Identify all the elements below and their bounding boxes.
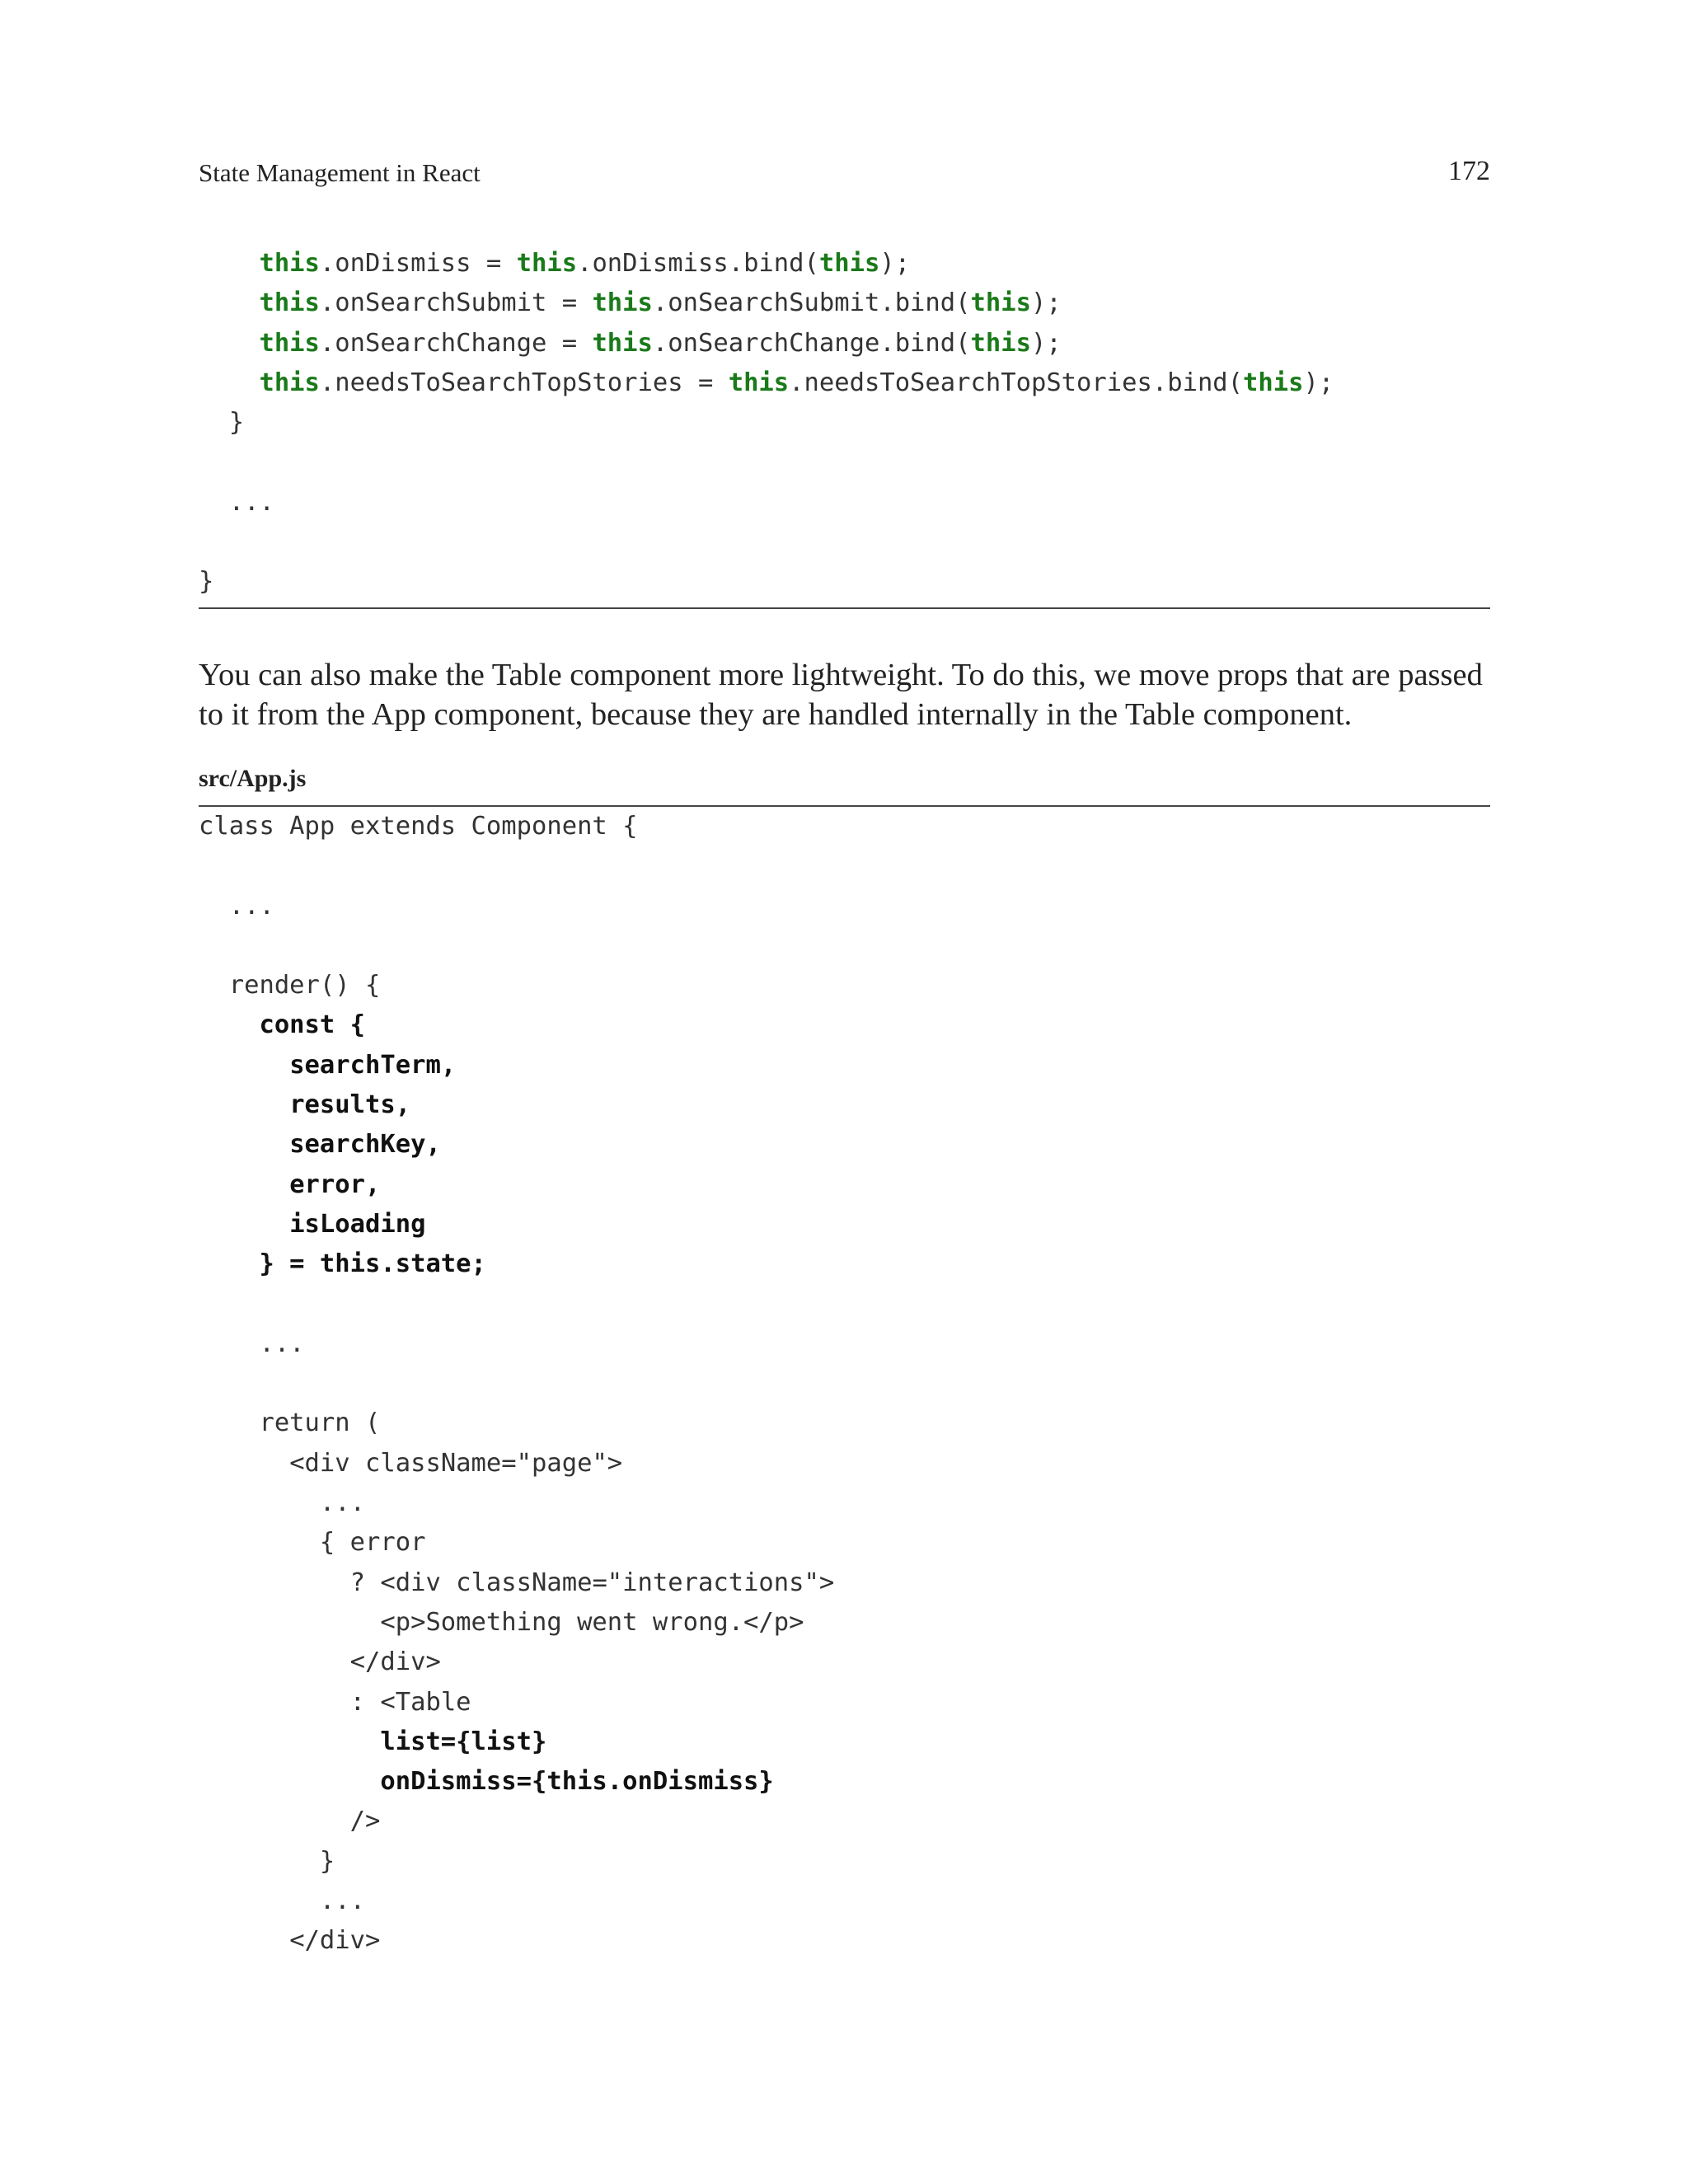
code-text: } [199,567,214,597]
code-indent [199,1886,320,1915]
code-indent [199,1090,289,1119]
code-text: ); [879,249,911,278]
code-indent [199,408,229,437]
body-paragraph: You can also make the Table component more lightweight. To do this, we move props that are passed to it from the App component, because they are handled internally in the Table component. [199,658,1483,732]
code-line [199,1683,834,1722]
code-indent [199,1807,350,1835]
listing-filename: src/App.js [199,765,307,792]
code-text: </div> [289,1926,381,1956]
code-indent [199,1449,289,1478]
code-highlight: isLoading [289,1209,426,1239]
code-line [199,244,1334,284]
code-line [199,1722,834,1762]
chapter-title: State Management in React [199,158,481,187]
code-text: .needsToSearchTopStories = [319,368,729,397]
code-block-continued [199,244,1334,602]
code-listing-app-js [199,807,834,1961]
code-text: ); [1030,288,1062,318]
code-text: /> [349,1807,381,1836]
code-line [199,1523,834,1563]
code-text: } [319,1846,335,1876]
code-line [199,1603,834,1643]
code-keyword: this [259,249,320,278]
code-line [199,1285,834,1324]
code-line [199,324,1334,363]
page-number: 172 [1448,156,1490,186]
code-keyword: this [818,249,880,278]
code-text: .onSearchSubmit = [319,288,593,318]
code-text: ); [1303,368,1334,397]
code-text: ); [1030,328,1062,358]
code-text: <div className="page"> [289,1448,623,1478]
code-text: render() { [228,971,381,1001]
code-indent [199,368,259,397]
code-line [199,1364,834,1404]
code-line [199,1563,834,1603]
code-line [199,1802,834,1841]
code-text: .onSearchChange = [319,328,593,358]
code-indent [199,1408,259,1437]
code-line [199,1483,834,1523]
code-text: ? <div className="interactions"> [349,1568,835,1597]
code-line [199,846,834,886]
code-indent [199,288,259,317]
code-line [199,1005,834,1045]
code-text: : <Table [349,1687,471,1717]
code-line [199,1085,834,1125]
code-line [199,1921,834,1961]
code-text: { error [319,1528,426,1558]
code-text: .needsToSearchTopStories.bind( [789,368,1244,397]
code-indent [199,1647,350,1676]
code-text: } [228,408,245,438]
code-keyword: this [259,368,320,397]
code-text: .onDismiss = [319,249,517,278]
code-indent [199,1608,380,1637]
code-line [199,1046,834,1085]
code-indent [199,1488,320,1517]
code-indent [199,1688,350,1717]
code-line [199,562,1334,602]
code-indent [199,249,259,278]
code-line [199,1244,834,1284]
code-line [199,363,1334,403]
code-text: ... [259,1329,305,1358]
code-line [199,1205,834,1244]
code-highlight: } = this.state; [259,1249,486,1279]
code-line [199,483,1334,523]
code-text: .onSearchSubmit.bind( [652,288,971,318]
code-keyword: this [516,249,578,278]
code-keyword: this [592,328,653,358]
code-text: .onSearchChange.bind( [652,328,971,358]
code-keyword: this [970,328,1031,358]
code-highlight: error, [289,1169,381,1199]
code-line [199,284,1334,323]
code-indent [199,1170,289,1199]
code-line [199,807,834,846]
code-indent [199,1528,320,1557]
code-indent [199,971,229,1000]
code-indent [199,1210,289,1239]
code-block-bottom-rule [199,607,1490,609]
code-indent [199,1727,380,1756]
code-highlight: list={list} [380,1727,547,1756]
code-indent [199,1847,320,1876]
code-line [199,1165,834,1205]
code-indent [199,1051,289,1080]
code-text: ... [319,1886,365,1916]
code-text: ... [319,1488,365,1518]
code-indent [199,1130,289,1159]
code-indent [199,1568,350,1597]
code-text: .onDismiss.bind( [577,249,819,278]
code-highlight: onDismiss={this.onDismiss} [380,1767,774,1797]
code-keyword: this [259,328,320,358]
code-line [199,1324,834,1364]
code-line [199,1444,834,1483]
code-line [199,523,1334,562]
code-indent [199,1329,259,1358]
code-keyword: this [592,288,653,318]
code-highlight: searchTerm, [289,1050,457,1080]
code-text: ... [228,891,274,921]
code-keyword: this [259,288,320,318]
code-line [199,926,834,966]
code-line [199,1125,834,1165]
code-indent [199,1010,259,1039]
code-indent [199,488,229,517]
code-text: class App extends Component { [199,812,638,841]
code-keyword: this [970,288,1031,318]
code-line [199,1404,834,1443]
code-highlight: searchKey, [289,1130,441,1160]
code-indent [199,892,229,921]
code-highlight: results, [289,1090,411,1120]
code-text: return ( [259,1408,381,1438]
code-highlight: const { [259,1010,365,1040]
code-text: <p>Something went wrong.</p> [380,1607,804,1637]
code-indent [199,1926,289,1955]
code-line [199,1643,834,1682]
code-line [199,403,1334,443]
code-line [199,887,834,926]
code-line [199,1762,834,1802]
code-indent [199,329,259,358]
code-line [199,966,834,1005]
code-text: ... [228,487,274,517]
code-line [199,443,1334,482]
code-indent [199,1249,259,1278]
code-line [199,1842,834,1882]
code-keyword: this [1243,368,1304,397]
code-text: </div> [349,1647,441,1677]
code-indent [199,1767,380,1796]
code-line [199,1882,834,1921]
code-keyword: this [728,368,790,397]
